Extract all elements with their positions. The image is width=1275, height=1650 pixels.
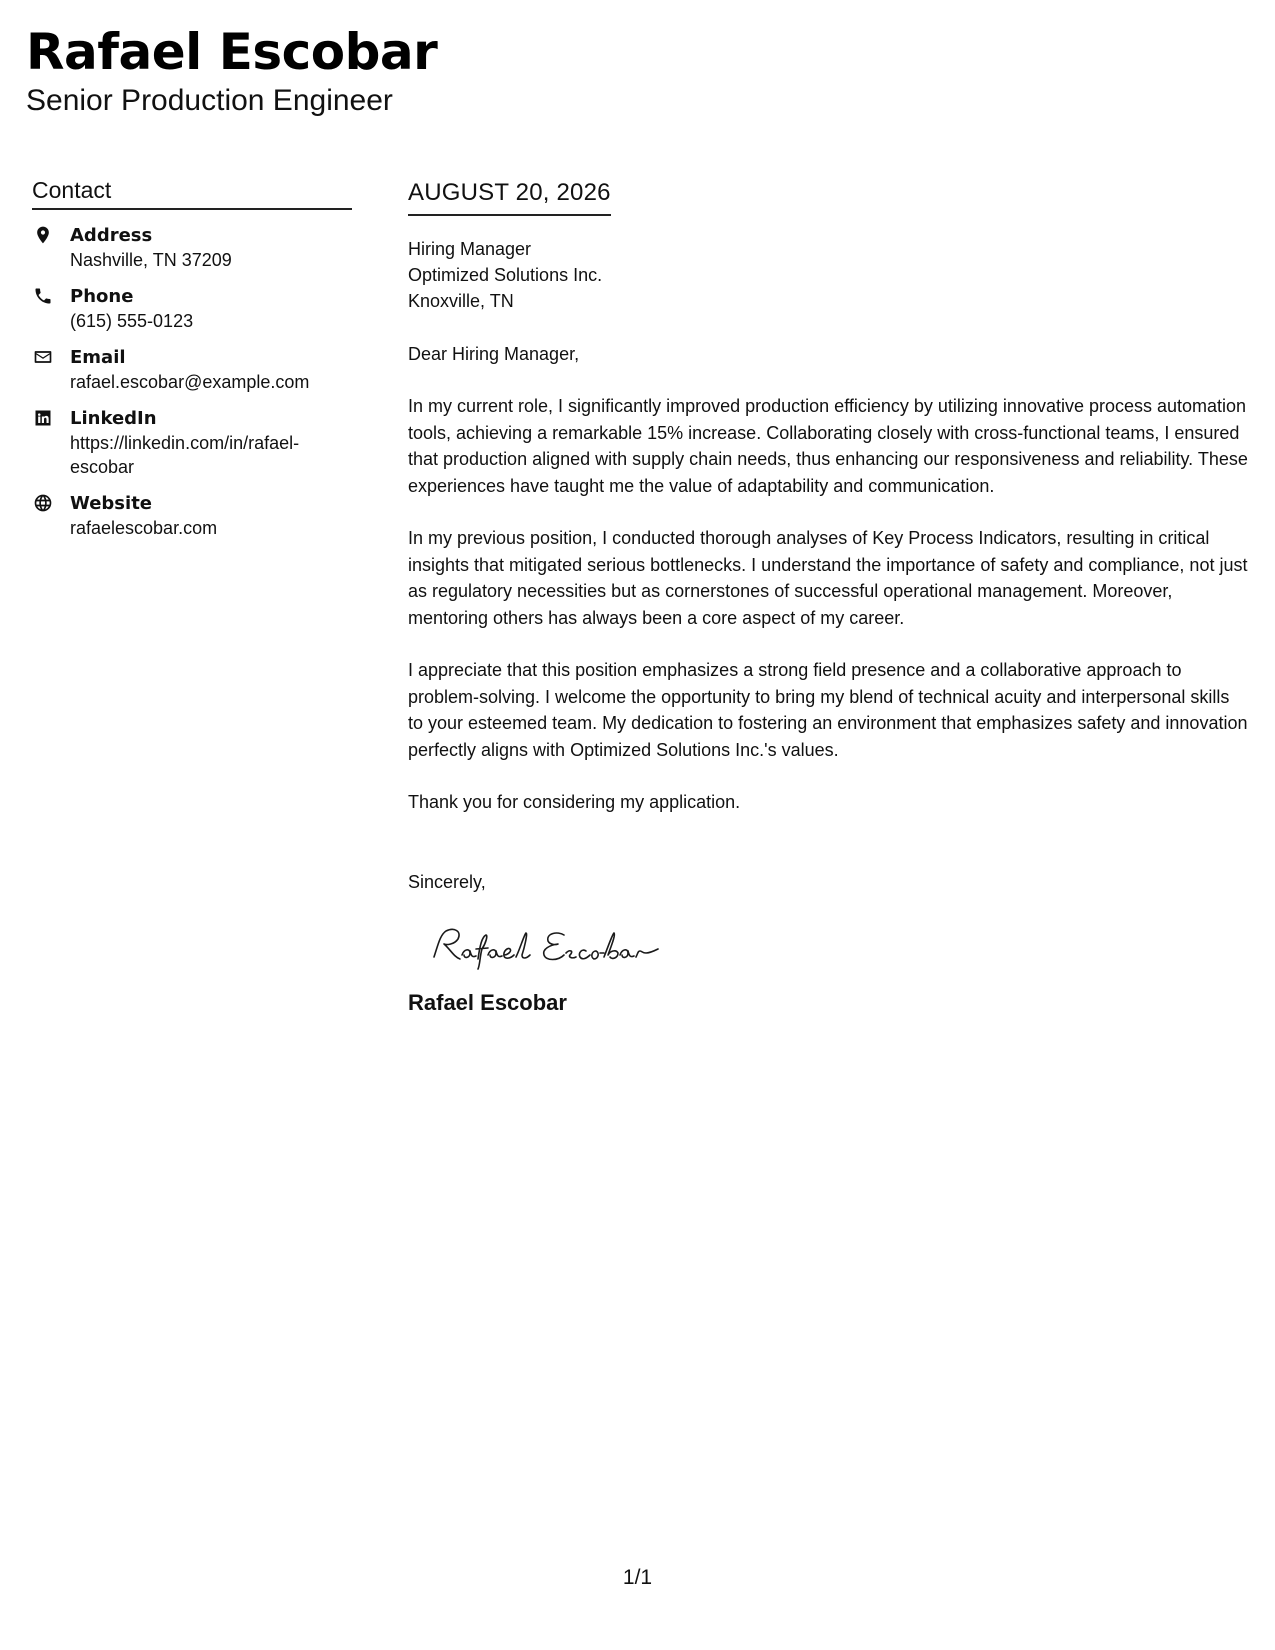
contact-value-phone[interactable]: (615) 555-0123 — [70, 311, 194, 331]
recipient-line: Optimized Solutions Inc. — [408, 265, 603, 285]
letter-header — [26, 20, 437, 118]
contact-label-phone: Phone — [70, 286, 134, 307]
closing-line: Sincerely, — [408, 872, 486, 892]
body-paragraph-2: In my previous position, I conducted thorough analyses of Key Process Indicators, resulting in critical insights that mitigated serious bottlenecks. I understand the importance of safety and compliance, not just as regulatory necessities but as cornerstones of successful operational management. Moreover, mentoring others has always been a core aspect of my career. — [408, 528, 1248, 628]
handwritten-signature — [424, 915, 664, 975]
thanks-line: Thank you for considering my application. — [408, 792, 741, 812]
page-number-text: 1/1 — [622, 1566, 653, 1589]
body-paragraph-3: I appreciate that this position emphasizes a strong field presence and a collaborative approach to problem-solving. I welcome the opportunity to bring my blend of technical acuity and interpersonal skills to your esteemed team. My dedication to fostering an environment that emphasizes safety and innovation perfectly aligns with Optimized Solutions Inc.'s values. — [408, 660, 1248, 760]
recipient-line: Hiring Manager — [408, 239, 532, 259]
contact-item-website — [32, 492, 352, 540]
letter-body — [408, 178, 1248, 1017]
linkedin-icon — [32, 407, 54, 429]
contact-item-email — [32, 346, 352, 394]
signer-name: Rafael Escobar — [408, 990, 567, 1015]
globe-icon — [32, 492, 54, 514]
contact-sidebar — [32, 176, 352, 553]
candidate-title: Senior Production Engineer — [26, 84, 393, 117]
map-pin-icon — [32, 224, 54, 246]
contact-value-website[interactable]: rafaelescobar.com — [70, 518, 218, 538]
candidate-name: Rafael Escobar — [26, 23, 438, 81]
contact-section-title: Contact — [32, 176, 352, 210]
contact-label-website: Website — [70, 493, 153, 514]
recipient-line: Knoxville, TN — [408, 291, 514, 311]
phone-icon — [32, 285, 54, 307]
contact-value-address: Nashville, TN 37209 — [70, 250, 232, 270]
contact-label-linkedin: LinkedIn — [70, 408, 157, 429]
recipient-block — [408, 236, 1248, 314]
page-number — [0, 1566, 1275, 1590]
envelope-icon — [32, 346, 54, 368]
contact-item-linkedin — [32, 407, 352, 479]
body-paragraph-1: In my current role, I significantly improved production efficiency by utilizing innovative process automation tools, achieving a remarkable 15% increase. Collaborating closely with cross-functional teams, I ensured that production aligned with supply chain needs, thus enhancing our responsiveness and reliability. These experiences have taught me the value of adaptability and communication. — [408, 396, 1248, 496]
contact-item-phone — [32, 285, 352, 333]
salutation: Dear Hiring Manager, — [408, 344, 580, 364]
contact-value-email[interactable]: rafael.escobar@example.com — [70, 372, 310, 392]
letter-date: AUGUST 20, 2026 — [408, 178, 611, 216]
contact-label-email: Email — [70, 347, 126, 368]
contact-value-linkedin[interactable]: https://linkedin.com/in/rafael-escobar — [70, 433, 300, 477]
contact-item-address — [32, 224, 352, 272]
contact-label-address: Address — [70, 225, 153, 246]
